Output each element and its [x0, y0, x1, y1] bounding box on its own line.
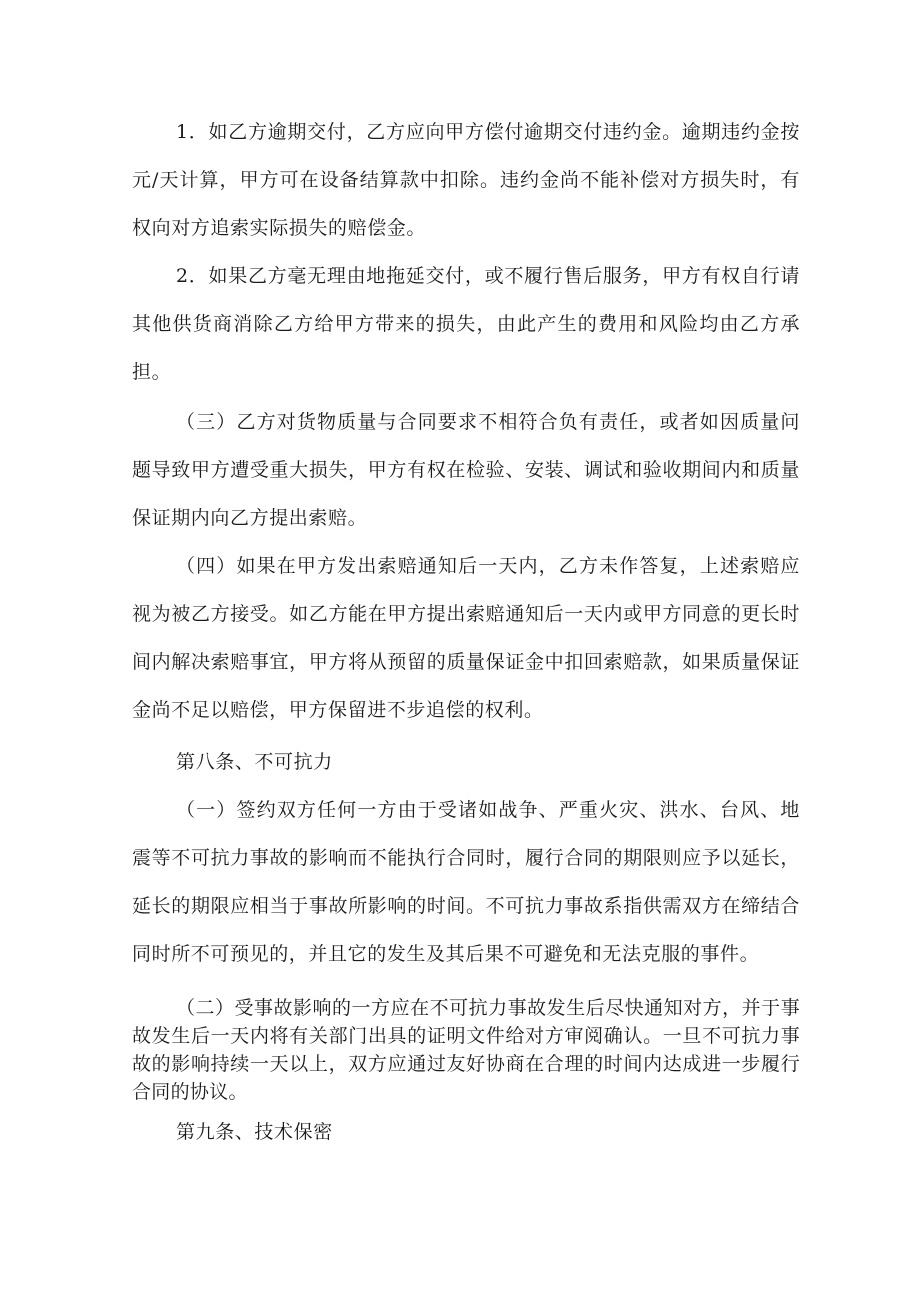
paragraph-force-majeure-1: （一）签约双方任何一方由于受诸如战争、严重火灾、洪水、台风、地震等不可抗力事故的影响而不能执行合同时，履行合同的期限则应予以延长，延长的期限应相当于事故所影响的时间。不可抗力事故系指供需双方在缔结合同时所不可预见的，并且它的发生及其后果不可避免和无法克服的事件。	[132, 799, 800, 965]
paragraph-late-delivery-penalty: 1．如乙方逾期交付，乙方应向甲方偿付逾期交付违约金。逾期违约金按元/天计算，甲方可在设备结算款中扣除。违约金尚不能补偿对方损失时，有权向对方追索实际损失的赔偿金。	[132, 121, 800, 239]
paragraph-force-majeure-2: （二）受事故影响的一方应在不可抗力事故发生后尽快通知对方，并于事故发生后一天内将有关部门出具的证明文件给对方审阅确认。一旦不可抗力事故的影响持续一天以上，双方应通过友好协商在合理的时间内达成进一步履行合同的协议。	[132, 997, 800, 1103]
paragraph-quality-claim: （三）乙方对货物质量与合同要求不相符合负有责任，或者如因质量问题导致甲方遭受重大损失，甲方有权在检验、安装、调试和验收期间内和质量保证期内向乙方提出索赔。	[132, 411, 800, 529]
paragraph-delay-service: 2．如果乙方毫无理由地拖延交付，或不履行售后服务，甲方有权自行请其他供货商消除乙方给甲方带来的损失，由此产生的费用和风险均由乙方承担。	[132, 265, 800, 383]
paragraph-claim-response: （四）如果在甲方发出索赔通知后一天内，乙方未作答复，上述索赔应视为被乙方接受。如乙方能在甲方提出索赔通知后一天内或甲方同意的更长时间内解决索赔事宜，甲方将从预留的质量保证金中扣回索赔款，如果质量保证金尚不足以赔偿，甲方保留进不步追偿的权利。	[132, 555, 800, 721]
article-8-heading: 第八条、不可抗力	[176, 751, 333, 773]
article-9-heading: 第九条、技术保密	[176, 1121, 333, 1143]
